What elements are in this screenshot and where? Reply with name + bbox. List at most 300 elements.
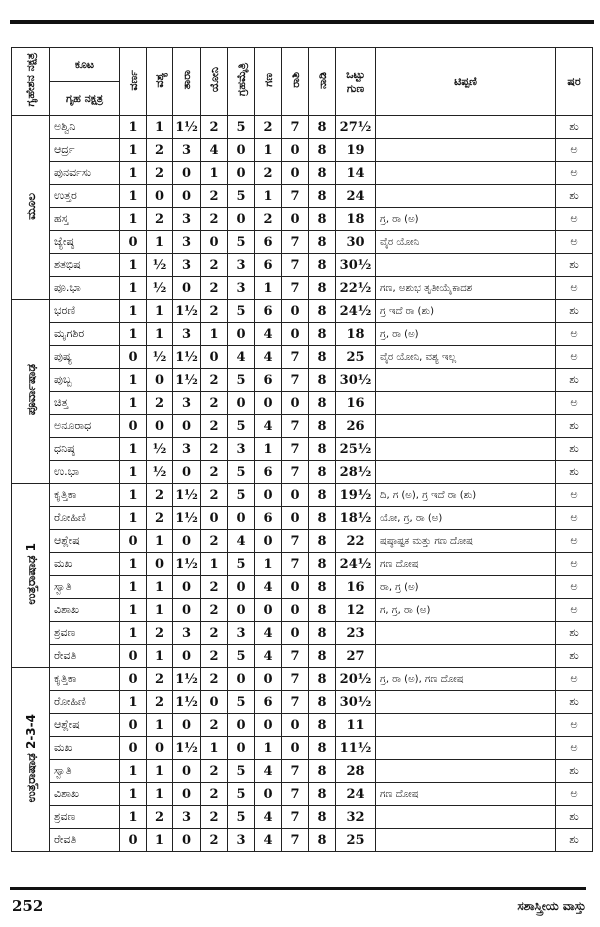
score-cell: 4	[255, 645, 282, 668]
score-cell: 1	[147, 300, 173, 323]
score-cell: 1	[147, 829, 173, 852]
score-cell: 0	[228, 392, 255, 415]
result-cell: ಶು	[556, 760, 593, 783]
score-cell: ½	[147, 277, 173, 300]
score-cell: 0	[120, 668, 147, 691]
result-cell: ಶು	[556, 829, 593, 852]
header-label: ಗ್ರಹಮೈತ್ರಿ	[234, 63, 248, 97]
nakshatra-cell: ಶತಭಿಷ	[50, 254, 120, 277]
score-cell: 0	[282, 507, 309, 530]
result-cell: ಶು	[556, 622, 593, 645]
score-cell: 0	[173, 645, 201, 668]
score-cell: 2	[201, 599, 228, 622]
nakshatra-cell: ಸ್ವಾತಿ	[50, 576, 120, 599]
table-row	[12, 415, 593, 438]
result-cell: ಅ	[556, 346, 593, 369]
score-cell: 1	[120, 300, 147, 323]
score-cell: 6	[255, 300, 282, 323]
total-cell: 30½	[336, 369, 376, 392]
remarks-cell	[376, 369, 556, 392]
score-cell: 3	[173, 208, 201, 231]
score-cell: 2	[201, 392, 228, 415]
score-cell: 1½	[173, 116, 201, 139]
nakshatra-cell: ಆರ್ದ್ರ	[50, 139, 120, 162]
bottom-rule	[10, 887, 586, 890]
score-cell: 2	[201, 438, 228, 461]
table-row	[12, 162, 593, 185]
score-cell: 1	[147, 323, 173, 346]
score-cell: 0	[255, 392, 282, 415]
score-cell: 0	[201, 346, 228, 369]
total-cell: 16	[336, 392, 376, 415]
table-row	[12, 346, 593, 369]
score-cell: 5	[228, 484, 255, 507]
header-label: ಯೋನಿ	[207, 67, 221, 93]
score-cell: 5	[228, 691, 255, 714]
score-cell: 0	[228, 162, 255, 185]
table-row	[12, 116, 593, 139]
score-cell: 2	[201, 461, 228, 484]
score-cell: 1	[147, 231, 173, 254]
table-row	[12, 691, 593, 714]
score-cell: 2	[147, 691, 173, 714]
score-cell: 1	[147, 599, 173, 622]
remarks-cell: ರಾ, ಗ್ರ (ಅ)	[376, 576, 556, 599]
score-cell: ½	[147, 438, 173, 461]
score-cell: 1	[120, 139, 147, 162]
score-cell: 7	[282, 346, 309, 369]
nakshatra-cell: ಕೃತ್ತಿಕಾ	[50, 668, 120, 691]
compatibility-table	[11, 47, 593, 852]
score-cell: 1	[120, 507, 147, 530]
table-row	[12, 806, 593, 829]
score-cell: 1½	[173, 346, 201, 369]
score-cell: 0	[147, 553, 173, 576]
group-label-text: ಉತ್ತರಾಷಾಢ 1	[23, 543, 38, 605]
nakshatra-cell: ಅಶ್ವಿನಿ	[50, 116, 120, 139]
score-cell: 2	[255, 162, 282, 185]
score-cell: 1½	[173, 691, 201, 714]
nakshatra-cell: ಮಖ	[50, 553, 120, 576]
score-cell: 0	[147, 737, 173, 760]
score-cell: 0	[228, 139, 255, 162]
score-cell: 7	[282, 277, 309, 300]
table-row	[12, 507, 593, 530]
score-cell: 1	[147, 714, 173, 737]
score-cell: 2	[201, 208, 228, 231]
nakshatra-cell: ಶ್ರವಣ	[50, 622, 120, 645]
score-cell: 2	[147, 622, 173, 645]
book-title: ಸಶಾಸ್ತ್ರೀಯ ವಾಸ್ತು	[517, 899, 586, 913]
remarks-cell: ವೈರ ಯೋನಿ	[376, 231, 556, 254]
score-cell: 0	[282, 599, 309, 622]
table-row	[12, 392, 593, 415]
page-number: 252	[12, 897, 44, 915]
score-cell: 8	[309, 645, 336, 668]
score-cell: 1	[147, 783, 173, 806]
score-cell: 2	[201, 645, 228, 668]
score-cell: 1½	[173, 668, 201, 691]
score-cell: 8	[309, 392, 336, 415]
header-result: ಷರ	[556, 48, 593, 116]
table-row	[12, 484, 593, 507]
remarks-cell: ದಿ, ಗ (ಅ), ಗ್ರ ಇದೆ ರಾ (ಶು)	[376, 484, 556, 507]
score-cell: 0	[173, 162, 201, 185]
remarks-cell	[376, 254, 556, 277]
nakshatra-cell: ರೇವತಿ	[50, 829, 120, 852]
score-cell: 0	[120, 415, 147, 438]
remarks-cell	[376, 714, 556, 737]
result-cell: ಶು	[556, 438, 593, 461]
score-cell: 4	[255, 622, 282, 645]
score-cell: 1	[120, 438, 147, 461]
score-cell: 2	[201, 714, 228, 737]
score-cell: 2	[201, 300, 228, 323]
score-cell: 1	[120, 622, 147, 645]
score-cell: 7	[282, 553, 309, 576]
remarks-cell	[376, 139, 556, 162]
total-cell: 24	[336, 185, 376, 208]
score-cell: 8	[309, 300, 336, 323]
result-cell: ಅ	[556, 484, 593, 507]
header-kuta: ಕೂಟ	[50, 48, 120, 82]
score-cell: 5	[228, 231, 255, 254]
nakshatra-cell: ಜ್ಯೇಷ್ಠ	[50, 231, 120, 254]
score-cell: 8	[309, 599, 336, 622]
score-cell: 0	[173, 530, 201, 553]
remarks-cell	[376, 691, 556, 714]
score-cell: 4	[255, 323, 282, 346]
score-cell: ½	[147, 254, 173, 277]
score-cell: 0	[282, 323, 309, 346]
total-cell: 24	[336, 783, 376, 806]
score-cell: 1	[120, 208, 147, 231]
total-cell: 25	[336, 829, 376, 852]
score-cell: 3	[173, 622, 201, 645]
score-cell: 2	[147, 392, 173, 415]
total-cell: 14	[336, 162, 376, 185]
result-cell: ಅ	[556, 714, 593, 737]
score-cell: 6	[255, 231, 282, 254]
remarks-cell	[376, 645, 556, 668]
score-cell: 7	[282, 254, 309, 277]
result-cell: ಶು	[556, 806, 593, 829]
score-cell: 0	[201, 691, 228, 714]
score-cell: 8	[309, 162, 336, 185]
table-body	[12, 116, 593, 852]
table-row	[12, 438, 593, 461]
remarks-cell	[376, 162, 556, 185]
top-rule	[10, 20, 594, 24]
total-cell: 20½	[336, 668, 376, 691]
total-cell: 18½	[336, 507, 376, 530]
score-cell: 2	[201, 576, 228, 599]
score-cell: 5	[228, 553, 255, 576]
score-cell: 8	[309, 208, 336, 231]
total-cell: 28½	[336, 461, 376, 484]
nakshatra-cell: ಹಸ್ತ	[50, 208, 120, 231]
score-cell: 0	[282, 484, 309, 507]
total-cell: 18	[336, 323, 376, 346]
score-cell: 1	[120, 553, 147, 576]
score-cell: 0	[282, 737, 309, 760]
result-cell: ಶು	[556, 185, 593, 208]
table-row	[12, 208, 593, 231]
score-cell: ½	[147, 346, 173, 369]
score-cell: 6	[255, 507, 282, 530]
total-cell: 32	[336, 806, 376, 829]
table-row	[12, 369, 593, 392]
score-cell: 0	[120, 829, 147, 852]
score-cell: 0	[282, 300, 309, 323]
score-cell: 0	[228, 668, 255, 691]
score-cell: 7	[282, 438, 309, 461]
score-cell: 4	[255, 829, 282, 852]
score-cell: 8	[309, 806, 336, 829]
score-cell: 4	[228, 530, 255, 553]
score-cell: 2	[201, 415, 228, 438]
remarks-cell: ಗ್ರ ಇದೆ ರಾ (ಶು)	[376, 300, 556, 323]
result-cell: ಶು	[556, 254, 593, 277]
group-label	[12, 484, 50, 668]
result-cell: ಅ	[556, 231, 593, 254]
score-cell: 1	[255, 185, 282, 208]
score-cell: 5	[228, 300, 255, 323]
score-cell: 1	[255, 139, 282, 162]
score-cell: 1	[120, 484, 147, 507]
score-cell: 2	[255, 208, 282, 231]
score-cell: 3	[173, 231, 201, 254]
score-cell: 1½	[173, 553, 201, 576]
score-cell: 0	[255, 668, 282, 691]
score-cell: 8	[309, 484, 336, 507]
score-cell: 8	[309, 530, 336, 553]
table-row	[12, 760, 593, 783]
score-cell: 6	[255, 254, 282, 277]
result-cell: ಅ	[556, 139, 593, 162]
score-cell: 0	[255, 714, 282, 737]
total-cell: 30	[336, 231, 376, 254]
score-cell: 3	[173, 438, 201, 461]
header-col-yoni	[201, 48, 228, 116]
score-cell: 2	[201, 783, 228, 806]
score-cell: 2	[147, 484, 173, 507]
score-cell: 5	[228, 369, 255, 392]
header-label: ತಾರಾ	[180, 70, 193, 90]
score-cell: 1	[120, 323, 147, 346]
score-cell: 5	[228, 645, 255, 668]
score-cell: 0	[228, 208, 255, 231]
header-col-rashi	[282, 48, 309, 116]
result-cell: ಅ	[556, 392, 593, 415]
score-cell: 5	[228, 806, 255, 829]
score-cell: 8	[309, 277, 336, 300]
score-cell: 0	[120, 737, 147, 760]
score-cell: 4	[255, 415, 282, 438]
score-cell: 1	[120, 599, 147, 622]
score-cell: 1	[201, 737, 228, 760]
table-row	[12, 737, 593, 760]
score-cell: 5	[228, 461, 255, 484]
table-row	[12, 530, 593, 553]
total-cell: 28	[336, 760, 376, 783]
score-cell: 0	[201, 231, 228, 254]
score-cell: 3	[173, 323, 201, 346]
score-cell: 8	[309, 576, 336, 599]
header-col-gana	[255, 48, 282, 116]
result-cell: ಅ	[556, 530, 593, 553]
score-cell: 1	[120, 162, 147, 185]
header-col-grahamaitri	[228, 48, 255, 116]
score-cell: 8	[309, 323, 336, 346]
result-cell: ಶು	[556, 116, 593, 139]
nakshatra-cell: ವಿಶಾಖ	[50, 783, 120, 806]
score-cell: 0	[147, 185, 173, 208]
total-cell: 16	[336, 576, 376, 599]
score-cell: 1	[120, 691, 147, 714]
score-cell: 0	[255, 599, 282, 622]
table-row	[12, 185, 593, 208]
header-group-col	[12, 48, 50, 116]
remarks-cell: ಗಣ, ಅಶುಭ ತೃತೀಯೈಕಾದಶ	[376, 277, 556, 300]
remarks-cell	[376, 415, 556, 438]
score-cell: 3	[173, 806, 201, 829]
score-cell: 1	[120, 760, 147, 783]
score-cell: 1	[255, 438, 282, 461]
nakshatra-cell: ಧನಿಷ್ಠ	[50, 438, 120, 461]
score-cell: 0	[120, 645, 147, 668]
result-cell: ಅ	[556, 507, 593, 530]
score-cell: 7	[282, 415, 309, 438]
total-cell: 27½	[336, 116, 376, 139]
remarks-cell	[376, 461, 556, 484]
score-cell: 2	[147, 208, 173, 231]
score-cell: 0	[228, 737, 255, 760]
score-cell: 5	[228, 116, 255, 139]
score-cell: 5	[228, 185, 255, 208]
score-cell: 2	[255, 116, 282, 139]
result-cell: ಅ	[556, 208, 593, 231]
score-cell: 0	[282, 139, 309, 162]
score-cell: 0	[282, 162, 309, 185]
score-cell: 0	[173, 714, 201, 737]
remarks-cell: ಗ್ರ, ರಾ (ಅ)	[376, 323, 556, 346]
score-cell: 1	[120, 116, 147, 139]
score-cell: 2	[147, 139, 173, 162]
group-label-text: ಮೂಲ	[23, 192, 38, 220]
score-cell: 8	[309, 461, 336, 484]
score-cell: 2	[147, 806, 173, 829]
score-cell: 1	[147, 645, 173, 668]
header-label: ವರ್ಣ	[126, 69, 140, 91]
table-row	[12, 622, 593, 645]
score-cell: 8	[309, 668, 336, 691]
header-total: ಒಟ್ಟು ಗುಣ	[336, 48, 376, 116]
score-cell: 4	[228, 346, 255, 369]
score-cell: 6	[255, 691, 282, 714]
score-cell: 3	[173, 392, 201, 415]
score-cell: 2	[201, 622, 228, 645]
group-label-text: ಪೂರ್ವಾಷಾಢ	[23, 364, 38, 416]
nakshatra-cell: ಮಖ	[50, 737, 120, 760]
score-cell: 7	[282, 185, 309, 208]
score-cell: 1	[120, 369, 147, 392]
header-label: ನಾಡಿ	[315, 71, 329, 89]
header-col-varna	[120, 48, 147, 116]
score-cell: 2	[201, 185, 228, 208]
score-cell: 1½	[173, 507, 201, 530]
table-row	[12, 599, 593, 622]
result-cell: ಅ	[556, 783, 593, 806]
table-row	[12, 714, 593, 737]
score-cell: 7	[282, 691, 309, 714]
nakshatra-cell: ಕೃತ್ತಿಕಾ	[50, 484, 120, 507]
score-cell: 0	[228, 714, 255, 737]
table-row	[12, 461, 593, 484]
total-cell: 25	[336, 346, 376, 369]
score-cell: 1	[120, 576, 147, 599]
table-row	[12, 231, 593, 254]
score-cell: 3	[173, 254, 201, 277]
nakshatra-cell: ಮೃಗಶಿರ	[50, 323, 120, 346]
result-cell: ಅ	[556, 277, 593, 300]
score-cell: 2	[147, 668, 173, 691]
score-cell: 2	[201, 254, 228, 277]
score-cell: 2	[201, 668, 228, 691]
score-cell: 7	[282, 783, 309, 806]
result-cell: ಅ	[556, 323, 593, 346]
score-cell: 2	[147, 507, 173, 530]
score-cell: 0	[173, 461, 201, 484]
remarks-cell: ವೈರ ಯೋನಿ, ವಶ್ಯ ಇಲ್ಲ	[376, 346, 556, 369]
header-label: ರಾಶಿ	[288, 72, 302, 88]
score-cell: 0	[173, 576, 201, 599]
result-cell: ಶು	[556, 645, 593, 668]
remarks-cell	[376, 806, 556, 829]
remarks-cell: ಗ, ಗ್ರ, ರಾ (ಅ)	[376, 599, 556, 622]
score-cell: 7	[282, 231, 309, 254]
score-cell: 8	[309, 346, 336, 369]
remarks-cell	[376, 116, 556, 139]
score-cell: 1	[120, 254, 147, 277]
score-cell: 3	[228, 254, 255, 277]
score-cell: 0	[228, 576, 255, 599]
table-row	[12, 829, 593, 852]
remarks-cell	[376, 622, 556, 645]
score-cell: 8	[309, 714, 336, 737]
score-cell: 7	[282, 116, 309, 139]
remarks-cell	[376, 737, 556, 760]
header-griha-nakshatra: ಗೃಹ ನಕ್ಷತ್ರ	[50, 82, 120, 116]
header-col-nadi	[309, 48, 336, 116]
remarks-cell	[376, 185, 556, 208]
score-cell: 1	[120, 806, 147, 829]
score-cell: 0	[173, 829, 201, 852]
total-cell: 19	[336, 139, 376, 162]
score-cell: 2	[147, 162, 173, 185]
score-cell: 7	[282, 369, 309, 392]
total-cell: 11	[336, 714, 376, 737]
total-cell: 25½	[336, 438, 376, 461]
table-row	[12, 139, 593, 162]
score-cell: 0	[120, 714, 147, 737]
score-cell: 6	[255, 461, 282, 484]
score-cell: 0	[173, 760, 201, 783]
header-label: ಗಣ	[261, 73, 275, 87]
score-cell: 7	[282, 806, 309, 829]
total-cell: 19½	[336, 484, 376, 507]
score-cell: 1	[255, 553, 282, 576]
